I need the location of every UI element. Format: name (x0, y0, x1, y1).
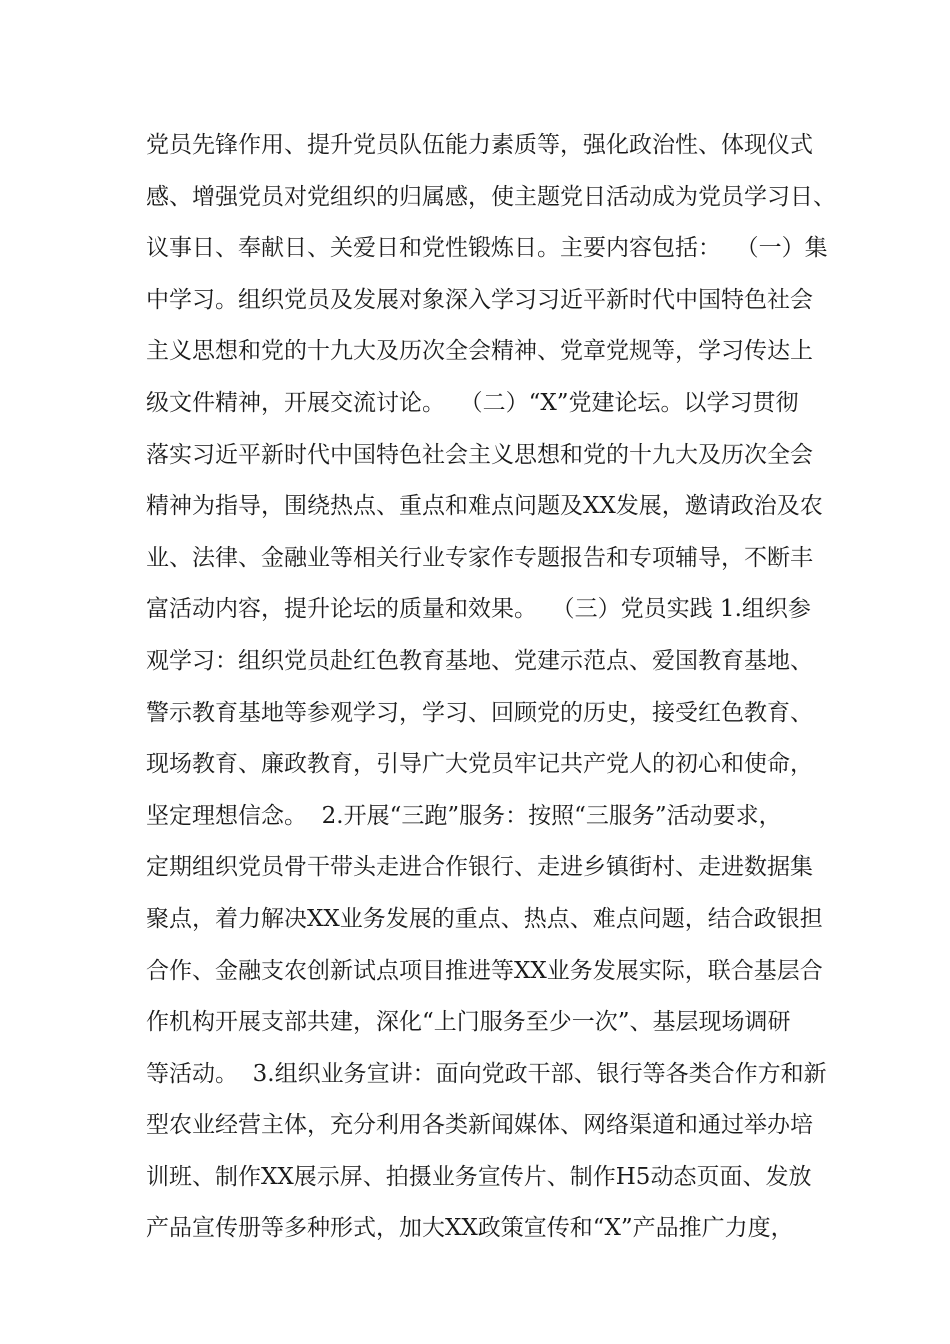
text-line: 等活动。 3.组织业务宣讲：面向党政干部、银行等各类合作方和新 (146, 1060, 827, 1087)
text-line: 富活动内容，提升论坛的质量和效果。 （三）党员实践 1.组织参 (146, 596, 811, 623)
text-line: 产品宣传册等多种形式，加大XX政策宣传和“X”产品推广力度， (146, 1215, 794, 1242)
text-line: 主义思想和党的十九大及历次全会精神、党章党规等，学习传达上 (146, 338, 813, 365)
text-line: 型农业经营主体，充分利用各类新闻媒体、网络渠道和通过举办培 (146, 1112, 813, 1139)
text-line: 合作、金融支农创新试点项目推进等XX业务发展实际，联合基层合 (146, 957, 823, 984)
text-line: 感、增强党员对党组织的归属感，使主题党日活动成为党员学习日、 (146, 183, 836, 210)
body-text (146, 120, 836, 1255)
text-line: 定期组织党员骨干带头走进合作银行、走进乡镇街村、走进数据集 (146, 854, 813, 881)
text-line: 聚点，着力解决XX业务发展的重点、热点、难点问题，结合政银担 (146, 905, 823, 932)
text-line: 现场教育、廉政教育，引导广大党员牢记共产党人的初心和使命， (146, 751, 813, 778)
text-line: 作机构开展支部共建，深化“上门服务至少一次”、基层现场调研 (146, 1009, 791, 1036)
text-line: 精神为指导，围绕热点、重点和难点问题及XX发展，邀请政治及农 (146, 493, 823, 520)
text-line: 训班、制作XX展示屏、拍摄业务宣传片、制作H5动态页面、发放 (146, 1163, 812, 1190)
text-line: 观学习：组织党员赴红色教育基地、党建示范点、爱国教育基地、 (146, 647, 813, 674)
text-line: 落实习近平新时代中国特色社会主义思想和党的十九大及历次全会 (146, 441, 813, 468)
text-line: 警示教育基地等参观学习，学习、回顾党的历史，接受红色教育、 (146, 699, 813, 726)
text-line: 议事日、奉献日、关爱日和党性锻炼日。主要内容包括： （一）集 (146, 235, 828, 262)
text-line: 坚定理想信念。 2.开展“三跑”服务：按照“三服务”活动要求， (146, 802, 782, 829)
text-line: 业、法律、金融业等相关行业专家作专题报告和专项辅导，不断丰 (146, 544, 813, 571)
text-line: 党员先锋作用、提升党员队伍能力素质等，强化政治性、体现仪式 (146, 132, 813, 158)
text-line: 中学习。组织党员及发展对象深入学习习近平新时代中国特色社会 (146, 286, 813, 313)
text-line: 级文件精神，开展交流讨论。 （二）“X”党建论坛。以学习贯彻 (146, 389, 799, 416)
